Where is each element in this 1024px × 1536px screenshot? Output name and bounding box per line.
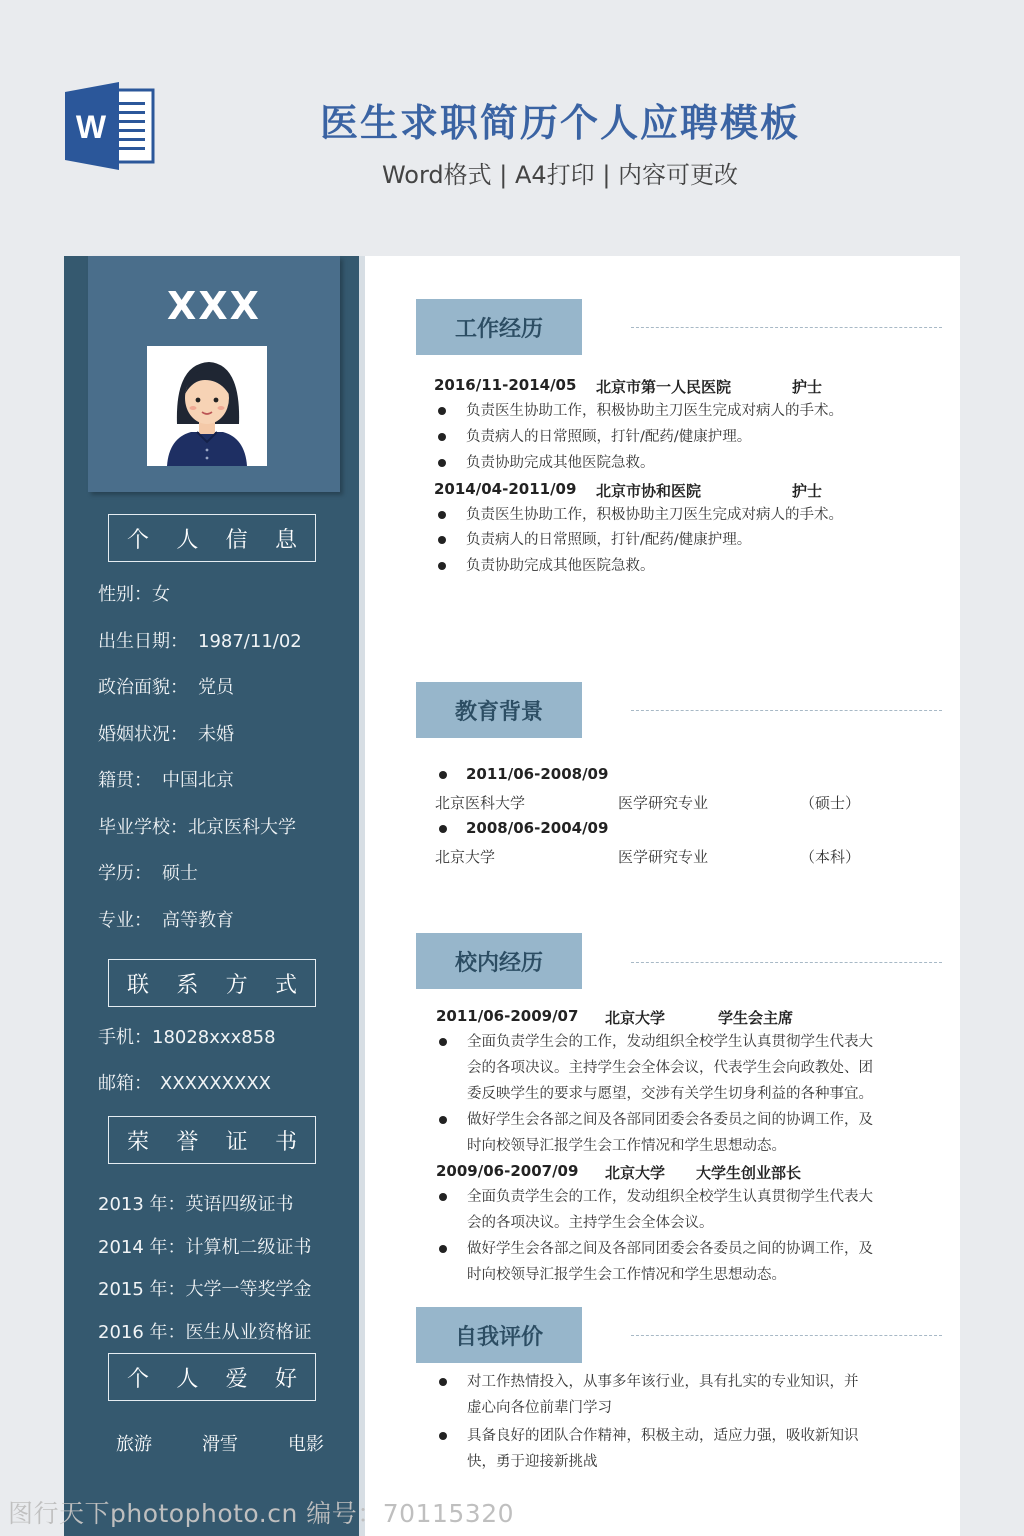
avatar-woman-icon — [147, 346, 267, 466]
work-date: 2014/04-2011/09 — [434, 480, 577, 498]
contact-phone: 手机：18028xxx858 — [98, 1027, 276, 1048]
campus-bullet: 做好学生会各部之间及各部同团委会各委员之间的协调工作，及 时向校领导汇报学生会工作情况和学生思想动态。 — [467, 1236, 873, 1288]
work-role: 护士 — [792, 378, 823, 396]
honor-item: 2013 年：英语四级证书 — [98, 1194, 294, 1215]
campus-bullet: 全面负责学生会的工作，发动组织全校学生认真贯彻学生代表大 会的各项决议。主持学生会全体会议，代表学生会向政教处、团 委反映学生的要求与愿望，交涉有关学生切身利益的各种事宜。 — [467, 1029, 873, 1107]
work-bullet: 负责医生协助工作，积极协助主刀医生完成对病人的手术。 — [466, 398, 843, 424]
edu-degree: （硕士） — [800, 794, 861, 812]
info-hometown: 籍贯： 中国北京 — [98, 770, 234, 791]
resume-sheet — [64, 256, 960, 1536]
hobby-item: 电影 — [288, 1434, 324, 1455]
candidate-name: XXX — [167, 284, 261, 328]
campus-role: 学生会主席 — [718, 1009, 794, 1027]
contact-email: 邮箱： XXXXXXXXX — [98, 1073, 271, 1094]
section-divider — [631, 1335, 942, 1336]
section-divider — [631, 710, 942, 711]
hobby-item: 滑雪 — [202, 1434, 238, 1455]
edu-school: 北京医科大学 — [435, 794, 526, 812]
self-eval-bullet: 对工作热情投入，从事多年该行业，具有扎实的专业知识，并 虚心向各位前辈门学习 — [467, 1369, 859, 1421]
section-title-campus: 校内经历 — [416, 933, 582, 989]
name-card — [88, 256, 340, 492]
info-marital-status: 婚姻状况： 未婚 — [98, 724, 234, 745]
self-eval-bullet: 具备良好的团队合作精神，积极主动，适应力强，吸收新知识 快，勇于迎接新挑战 — [467, 1423, 859, 1475]
hobby-item: 旅游 — [116, 1434, 152, 1455]
honor-item: 2014 年：计算机二级证书 — [98, 1237, 312, 1258]
work-bullet: 负责医生协助工作，积极协助主刀医生完成对病人的手术。 — [466, 502, 843, 528]
edu-major: 医学研究专业 — [618, 794, 709, 812]
edu-date: 2008/06-2004/09 — [466, 819, 608, 837]
edu-date: 2011/06-2008/09 — [466, 765, 608, 783]
campus-date: 2009/06-2007/09 — [436, 1162, 579, 1180]
work-org: 北京市第一人民医院 — [596, 378, 732, 396]
section-title-work: 工作经历 — [416, 299, 582, 355]
info-major: 专业： 高等教育 — [98, 910, 234, 931]
info-political-status: 政治面貌： 党员 — [98, 677, 234, 698]
campus-org: 北京大学 — [605, 1164, 666, 1182]
campus-bullet: 做好学生会各部之间及各部同团委会各委员之间的协调工作，及 时向校领导汇报学生会工作情况和学生思想动态。 — [467, 1107, 873, 1159]
page-title: 医生求职简历个人应聘模板 — [319, 101, 800, 145]
work-role: 护士 — [792, 482, 823, 500]
contact-heading: 联 系 方 式 — [108, 959, 316, 1007]
campus-role: 大学生创业部长 — [696, 1164, 802, 1182]
honor-item: 2016 年：医生从业资格证 — [98, 1322, 312, 1343]
sidebar-divider — [359, 256, 365, 1536]
honor-item: 2015 年：大学一等奖学金 — [98, 1279, 312, 1300]
edu-major: 医学研究专业 — [618, 848, 709, 866]
campus-date: 2011/06-2009/07 — [436, 1007, 579, 1025]
info-gender: 性别：女 — [98, 584, 170, 605]
page-subtitle: Word格式 | A4打印 | 内容可更改 — [381, 161, 739, 189]
watermark: 图行天下photophoto.cn 编号：70115320 — [8, 1499, 515, 1528]
sidebar — [64, 256, 359, 1536]
work-bullet: 负责病人的日常照顾，打针/配药/健康护理。 — [466, 527, 751, 553]
section-divider — [631, 962, 942, 963]
honors-heading: 荣 誉 证 书 — [108, 1116, 316, 1164]
work-bullet: 负责协助完成其他医院急救。 — [466, 450, 655, 476]
work-date: 2016/11-2014/05 — [434, 376, 577, 394]
section-title-education: 教育背景 — [416, 682, 582, 738]
edu-school: 北京大学 — [435, 848, 496, 866]
info-school: 毕业学校：北京医科大学 — [98, 817, 296, 838]
hobbies-heading: 个 人 爱 好 — [108, 1353, 316, 1401]
work-org: 北京市协和医院 — [596, 482, 702, 500]
info-birthdate: 出生日期： 1987/11/02 — [98, 631, 302, 652]
avatar — [147, 346, 267, 466]
svg-text:W: W — [75, 109, 107, 145]
work-bullet: 负责协助完成其他医院急救。 — [466, 553, 655, 579]
work-bullet: 负责病人的日常照顾，打针/配药/健康护理。 — [466, 424, 751, 450]
word-document-icon — [65, 80, 157, 172]
info-degree: 学历： 硕士 — [98, 863, 198, 884]
section-title-self-eval: 自我评价 — [416, 1307, 582, 1363]
section-divider — [631, 327, 942, 328]
personal-info-heading: 个 人 信 息 — [108, 514, 316, 562]
campus-bullet: 全面负责学生会的工作，发动组织全校学生认真贯彻学生代表大 会的各项决议。主持学生会全体会议。 — [467, 1184, 873, 1236]
campus-org: 北京大学 — [605, 1009, 666, 1027]
edu-degree: （本科） — [800, 848, 861, 866]
